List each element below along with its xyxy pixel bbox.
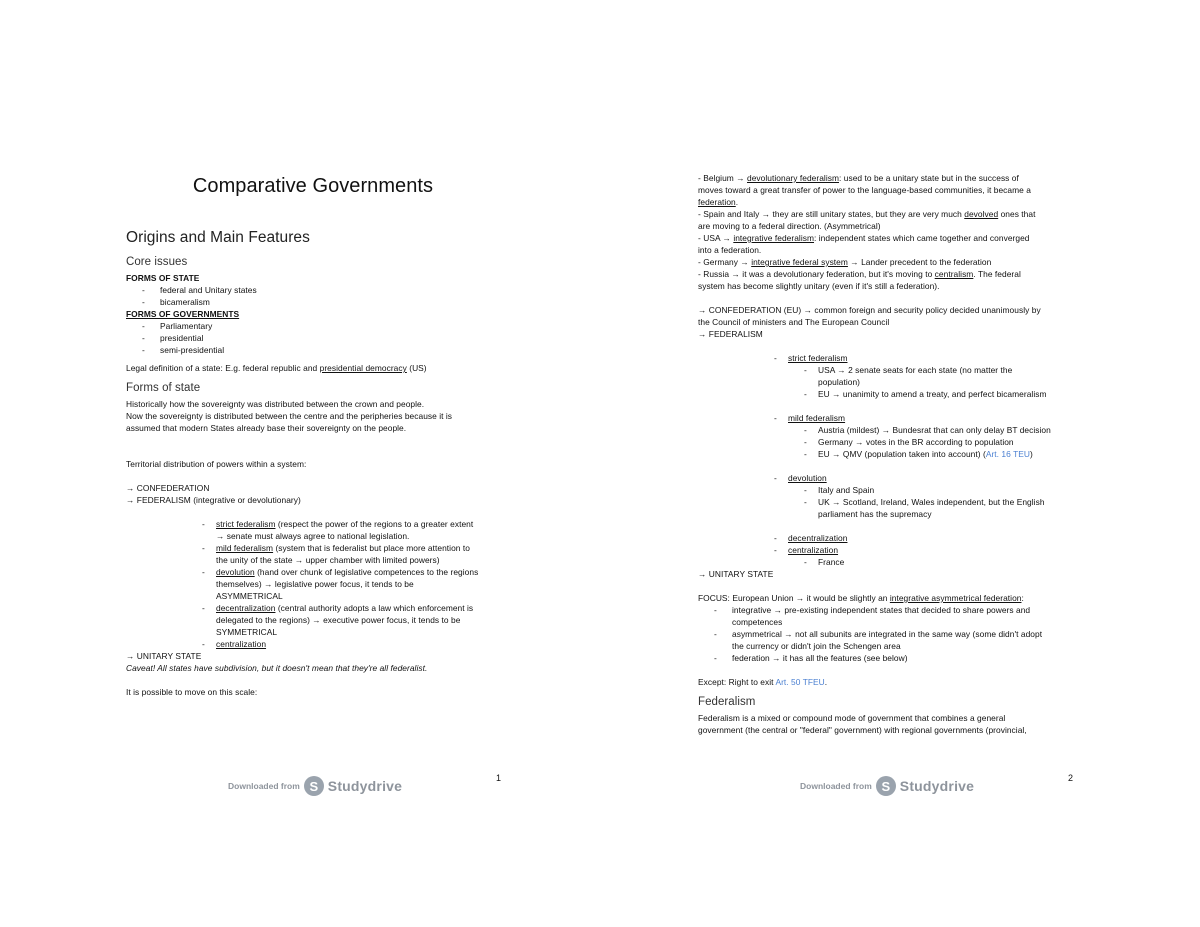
paragraph-line: into a federation. (698, 245, 762, 255)
studydrive-logo-icon: S (876, 776, 896, 796)
list-item-centralization (774, 544, 1078, 556)
sub-item: - Austria (mildest) → Bundesrat that can only delay BT decision (804, 424, 1078, 436)
term-integrative-asymmetrical-federation: integrative asymmetrical federation (889, 593, 1022, 603)
text-segment: : used to be a unitary state but in the success of (839, 173, 1019, 183)
scale-note: It is possible to move on this scale: (126, 687, 258, 697)
list-item-strict (774, 352, 1078, 364)
heading-federalism: Federalism (698, 696, 756, 708)
forms-of-state-label: FORMS OF STATE (126, 273, 200, 283)
heading-forms-of-state: Forms of state (126, 382, 201, 394)
paragraph-line (698, 256, 1078, 268)
list-item: - federal and Unitary states (142, 284, 506, 296)
term-strict-federalism: strict federalism (788, 353, 848, 363)
paragraph-line (698, 172, 1078, 184)
text-segment: : independent states which came together and converged (814, 233, 1030, 243)
page-1-content (126, 172, 506, 698)
paragraph-line: Federalism is a mixed or compound mode of government that combines a general (698, 713, 1006, 723)
forms-of-government-label: FORMS OF GOVERNMENTS (126, 309, 240, 319)
focus-item-text: - integrative → pre-existing independent states that decided to share powers and (732, 605, 1031, 615)
term-description-cont: themselves) → legislative power focus, it tends to be (216, 579, 414, 589)
text-segment: Except: Right to exit (698, 677, 776, 687)
sub-item-text: population) (818, 377, 860, 387)
term-description: (central authority adopts a law which enforcement is (275, 603, 474, 613)
list-item-mild (202, 542, 506, 566)
list-item-strict (202, 518, 506, 542)
focus-line (698, 592, 1078, 604)
text-segment: . (824, 677, 828, 687)
list-item-devolution (774, 472, 1078, 484)
list-item: - bicameralism (142, 296, 506, 308)
studydrive-brand: Studydrive (327, 778, 403, 794)
federalism-label: → FEDERALISM (integrative or devolutionary) (126, 495, 301, 505)
page-number: 2 (1068, 773, 1074, 783)
text-segment: - Germany → (698, 257, 752, 267)
list-item-decentralization (202, 602, 506, 638)
term-description-cont: the unity of the state → upper chamber with limited powers) (216, 555, 440, 565)
term-devolution: devolution (216, 567, 255, 577)
sub-item (804, 496, 1078, 520)
list-item-decentralization (774, 532, 1078, 544)
text-segment: . The federal (973, 269, 1021, 279)
heading-origins: Origins and Main Features (126, 229, 310, 246)
sub-item-text: - UK → Scotland, Ireland, Wales independent, but the English (818, 497, 1045, 507)
text-segment: FOCUS: European Union → it would be slightly an (698, 593, 890, 603)
term-strict-federalism: strict federalism (216, 519, 276, 529)
focus-item (714, 652, 1078, 664)
studydrive-brand: Studydrive (899, 778, 975, 794)
term-description-cont: SYMMETRICAL (216, 627, 278, 637)
text-segment: - Spain and Italy → they are still unitary states, but they are very much (698, 209, 965, 219)
paragraph-line: are moving to a federal direction. (Asymmetrical) (698, 221, 881, 231)
paragraph-line: Historically how the sovereignty was distributed between the crown and people. (126, 399, 425, 409)
term-description: (hand over chunk of legislative competences to the regions (254, 567, 479, 577)
term-decentralization: decentralization (788, 533, 848, 543)
confederation-label: → CONFEDERATION (126, 483, 210, 493)
text-segment: . (735, 197, 739, 207)
term-integrative-federalism: integrative federalism (733, 233, 815, 243)
text-segment: → Lander precedent to the federation (847, 257, 992, 267)
document-title: Comparative Governments (192, 175, 434, 197)
downloaded-from-text: Downloaded from (228, 781, 300, 791)
term-centralism: centralism (934, 269, 974, 279)
art-16-teu-link[interactable]: Art. 16 TEU (985, 449, 1030, 459)
heading-core-issues: Core issues (126, 256, 188, 268)
studydrive-watermark (800, 776, 974, 796)
studydrive-logo-icon: S (304, 776, 324, 796)
sub-item-text: - EU → unanimity to amend a treaty, and perfect bicameralism (818, 389, 1047, 399)
sub-item-text: parliament has the supremacy (818, 509, 932, 519)
sub-item: - Germany → votes in the BR according to population (804, 436, 1078, 448)
text-segment: - Russia → it was a devolutionary federation, but it's moving to (698, 269, 935, 279)
focus-item (714, 628, 1078, 652)
list-item: - presidential (142, 332, 506, 344)
page-2-content (698, 172, 1078, 736)
focus-item-text: competences (732, 617, 783, 627)
paragraph-line: system has become slightly unitary (even if it's still a federation). (698, 281, 940, 291)
caveat-note: Caveat! All states have subdivision, but it doesn't mean that they're all federalist. (126, 663, 428, 673)
term-description-cont: → senate must always agree to national legislation. (216, 531, 410, 541)
list-item-mild (774, 412, 1078, 424)
term-devolutionary-federalism: devolutionary federalism (747, 173, 839, 183)
text-segment: : (1021, 593, 1024, 603)
studydrive-watermark (228, 776, 402, 796)
sub-item (804, 364, 1078, 388)
paragraph-line (698, 208, 1078, 220)
focus-item (714, 604, 1078, 628)
sub-item (804, 448, 1078, 460)
paragraph-line (698, 232, 1078, 244)
term-description: (system that is federalist but place more attention to (273, 543, 470, 553)
unitary-state-label: → UNITARY STATE (698, 569, 774, 579)
term-centralization: centralization (788, 545, 839, 555)
legal-definition-suffix: (US) (406, 363, 427, 373)
downloaded-from-text: Downloaded from (800, 781, 872, 791)
sub-item (804, 388, 1078, 400)
legal-definition (126, 362, 506, 374)
legal-definition-underlined: presidential democracy (319, 363, 407, 373)
except-line (698, 676, 1078, 688)
term-description: (respect the power of the regions to a greater extent (275, 519, 474, 529)
focus-item-text: the currency or didn't join the Schengen area (732, 641, 901, 651)
paragraph-line: the Council of ministers and The European Council (698, 317, 890, 327)
term-centralization: centralization (216, 639, 267, 649)
paragraph-line (698, 196, 1078, 208)
list-item: - Parliamentary (142, 320, 506, 332)
page-2 (600, 0, 1200, 927)
term-description-cont: delegated to the regions) → executive power focus, it tends to be (216, 615, 461, 625)
term-mild-federalism: mild federalism (216, 543, 274, 553)
page-number: 1 (496, 773, 502, 783)
paragraph-line: → CONFEDERATION (EU) → common foreign and security policy decided unanimously by (698, 305, 1041, 315)
paragraph-line (698, 268, 1078, 280)
term-integrative-federal-system: integrative federal system (751, 257, 848, 267)
legal-definition-text: Legal definition of a state: E.g. federal republic and (126, 363, 320, 373)
unitary-state-label: → UNITARY STATE (126, 651, 202, 661)
term-federation: federation (698, 197, 736, 207)
term-decentralization: decentralization (216, 603, 276, 613)
term-description-cont: ASYMMETRICAL (216, 591, 283, 601)
list-item: - semi-presidential (142, 344, 506, 356)
territorial-heading: Territorial distribution of powers within a system: (126, 459, 307, 469)
list-item-devolution (202, 566, 506, 602)
list-item-centralization (202, 638, 506, 650)
paragraph-line: moves toward a great transfer of power to the language-based communities, it became a (698, 185, 1031, 195)
sub-item-text: EU → QMV (population taken into account) ( (818, 449, 986, 459)
sub-item-text: ) (1029, 449, 1033, 459)
sub-item: - France (804, 556, 1078, 568)
paragraph-line: government (the central or "federal" government) with regional governments (provincial, (698, 725, 1027, 735)
federalism-label: → FEDERALISM (698, 329, 763, 339)
term-devolved: devolved (964, 209, 999, 219)
paragraph-line: assumed that modern States already base their sovereignty on the people. (126, 423, 407, 433)
sub-item-text: - USA → 2 senate seats for each state (no matter the (818, 365, 1013, 375)
term-mild-federalism: mild federalism (788, 413, 846, 423)
focus-item-text: - asymmetrical → not all subunits are integrated in the same way (some didn't adopt (732, 629, 1043, 639)
text-segment: ones that (998, 209, 1036, 219)
focus-item-text: - federation → it has all the features (see below) (732, 653, 908, 663)
text-segment: - Belgium → (698, 173, 748, 183)
term-devolution: devolution (788, 473, 827, 483)
text-segment: - USA → (698, 233, 734, 243)
paragraph-line: Now the sovereignty is distributed between the centre and the peripheries because it is (126, 411, 453, 421)
sub-item-text: - Italy and Spain (818, 485, 875, 495)
sub-item (804, 484, 1078, 496)
art-50-tfeu-link[interactable]: Art. 50 TFEU (775, 677, 825, 687)
